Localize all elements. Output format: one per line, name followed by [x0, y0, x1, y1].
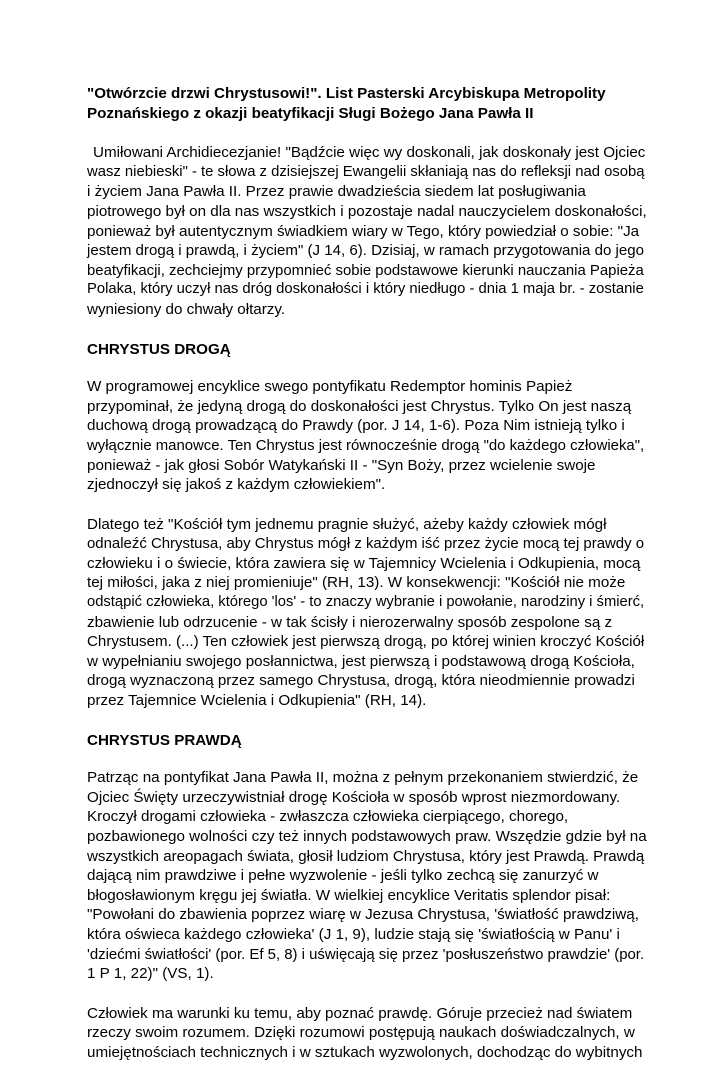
paragraph: [87, 515, 647, 711]
text-line: 'dziećmi światłości' (por. Ef 5, 8) i uświęcają się przez 'posłuszeństwo prawdzie' (por.: [87, 945, 645, 963]
text-line: tej miłości, jaka z niej promieniuje" (RH, 13). W konsekwencji: "Kościół nie może: [87, 574, 626, 592]
text-line: odnaleźć Chrystusa, aby Chrystus mógł z każdym iść przez życie mocą tej prawdy o: [87, 535, 645, 553]
text-line: wyniesiony do chwały ołtarzy.: [87, 300, 286, 318]
text-line: wyłącznie manowce. Ten Chrystus jest równocześnie drogą "do każdego człowieka",: [87, 436, 645, 454]
title-line: "Otwórzcie drzwi Chrystusowi!". List Pasterski Arcybiskupa Metropolity: [87, 85, 606, 102]
text-line: piotrowego był on dla nas wszystkich i pozostaje nadal nauczycielem doskonałości,: [87, 202, 647, 220]
text-line: duchową drogą prowadzącą do Prawdy (por. J 14, 1-6). Poza Nim istnieją tylko i: [87, 417, 625, 435]
text-line: jestem drogą i prawdą, i życiem" (J 14, 6). Dzisiaj, w ramach przygotowania do jego: [87, 242, 645, 260]
text-line: odstąpić człowieka, którego 'los' - to znaczy wybranie i powołanie, narodziny i śmierć,: [87, 594, 645, 611]
text-line: Chrystusem. (...) Ten człowiek jest pierwszą drogą, po której winien kroczyć Kościół: [87, 633, 645, 651]
text-line: w wypełnianiu swojego posłannictwa, jest pierwszą i podstawową drogą Kościoła,: [87, 652, 635, 670]
text-line: Dlatego też "Kościół tym jednemu pragnie służyć, ażeby każdy człowiek mógł: [87, 515, 607, 533]
text-line: Umiłowani Archidiecezjanie! "Bądźcie więc wy doskonali, jak doskonały jest Ojciec: [93, 144, 646, 162]
text-line: błogosławionym kręgu jej światła. W wielkiej encyklice Veritatis splendor pisał:: [87, 886, 611, 904]
text-line: ponieważ był autentycznym świadkiem wiary w Tego, który powiedział o sobie: "Ja: [87, 222, 640, 240]
text-line: beatyfikacji, zechciejmy przypomnieć sobie podstawowe kierunki nauczania Papieża: [87, 261, 644, 279]
text-line: Patrząc na pontyfikat Jana Pawła II, można z pełnym przekonaniem stwierdzić, że: [87, 769, 639, 787]
text-line: rzeczy swoim rozumem. Dzięki rozumowi postępują naukach doświadczalnych, w: [87, 1024, 635, 1042]
text-line: Ojciec Święty urzeczywistniał drogę Kościoła w sposób wprost niezmordowany.: [87, 788, 621, 806]
section-heading: CHRYSTUS PRAWDĄ: [87, 731, 242, 749]
text-line: 1 P 1, 22)" (VS, 1).: [87, 965, 214, 983]
text-line: dającą nim prawdziwe i pełne wyzwolenie - jeśli tylko zechcą się zanurzyć w: [87, 867, 599, 885]
text-line: W programowej encyklice swego pontyfikatu Redemptor hominis Papież: [87, 378, 573, 396]
section-heading: CHRYSTUS DROGĄ: [87, 340, 231, 358]
title-line: Poznańskiego z okazji beatyfikacji Sługi Bożego Jana Pawła II: [87, 104, 534, 122]
paragraph: [87, 377, 647, 495]
text-line: Kroczył drogami człowieka - zwłaszcza człowieka cierpiącego, chorego,: [87, 808, 569, 826]
text-line: przypominał, że jedyną drogą do doskonałości jest Chrystus. Tylko On jest naszą: [87, 397, 632, 415]
paragraph: [87, 1004, 647, 1063]
text-line: Człowiek ma warunki ku temu, aby poznać prawdę. Góruje przecież nad światem: [87, 1004, 633, 1022]
text-line: przez Tajemnice Wcielenia i Odkupienia" (RH, 14).: [87, 692, 427, 710]
text-line: umiejętnościach technicznych i w sztukach wyzwolonych, dochodząc do wybitnych: [87, 1043, 643, 1061]
intro-paragraph: [87, 143, 647, 319]
document-title: [87, 84, 647, 123]
text-line: i życiem Jana Pawła II. Przez prawie dwadzieścia siedem lat posługiwania: [87, 183, 586, 201]
text-line: Polaka, który uczył nas dróg doskonałości i który niedługo - dnia 1 maja br. - zostanie: [87, 281, 644, 298]
text-line: ponieważ - jak głosi Sobór Watykański II - "Syn Boży, przez wcielenie swoje: [87, 456, 596, 474]
text-line: która oświeca każdego człowieka' (J 1, 9), ludzie stają się 'światłością w Panu' i: [87, 925, 620, 943]
text-line: pozbawionego wolności czy też innych podstawowych praw. Wszędzie gdzie był na: [87, 828, 647, 845]
text-line: zjednoczył się jakoś z każdym człowiekiem".: [87, 476, 386, 494]
text-line: wasz niebieski" - te słowa z dzisiejszej Ewangelii skłaniają nas do refleksji nad osobą: [87, 163, 645, 180]
text-line: wszystkich areopagach świata, głosił ludziom Chrystusa, który jest Prawdą. Prawdą: [87, 847, 645, 865]
text-line: człowieku i o świecie, która zawiera się w Tajemnicy Wcielenia i Odkupienia, mocą: [87, 554, 641, 572]
paragraph: [87, 768, 647, 984]
text-line: zbawienie lub odrzucenie - w tak ścisły i nierozerwalny sposób zespolone są z: [87, 613, 613, 631]
text-line: "Powołani do zbawienia poprzez wiarę w Jezusa Chrystusa, 'światłość prawdziwą,: [87, 906, 639, 924]
text-line: drogą wyznaczoną przez samego Chrystusa, drogą, która nieodmiennie prowadzi: [87, 672, 635, 690]
document-page: [87, 84, 647, 1083]
